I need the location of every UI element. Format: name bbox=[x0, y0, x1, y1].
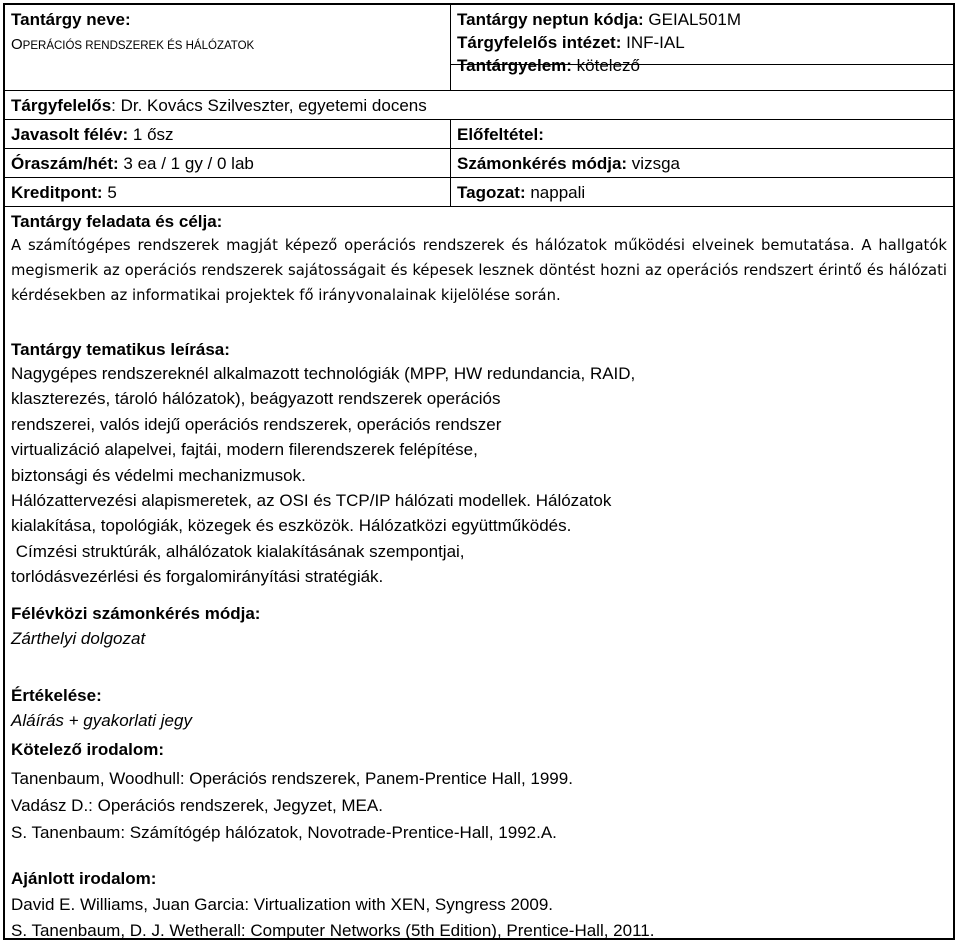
required-literature-item: Vadász D.: Operációs rendszerek, Jegyzet, MEA. bbox=[11, 796, 383, 815]
semester-label: Javasolt félév: bbox=[11, 125, 129, 144]
credit-label: Kreditpont: bbox=[11, 183, 103, 202]
aim-label: Tantárgy feladata és célja: bbox=[11, 212, 223, 231]
required-literature-item: Tanenbaum, Woodhull: Operációs rendszerek, Panem-Prentice Hall, 1999. bbox=[11, 769, 573, 788]
hours-cell bbox=[5, 149, 450, 177]
course-datasheet bbox=[3, 3, 955, 940]
element-value: kötelező bbox=[571, 56, 640, 75]
topic-line: rendszerei, valós idejű operációs rendszerek, operációs rendszer bbox=[11, 414, 502, 434]
topic-line: torlódásvezérlési és forgalomirányítási stratégiák. bbox=[11, 567, 384, 587]
course-name-value: OPERÁCIÓS RENDSZEREK ÉS HÁLÓZATOK bbox=[11, 36, 255, 53]
midterm-label: Félévközi számonkérés módja: bbox=[11, 604, 261, 623]
topic-line: Címzési struktúrák, alhálózatok kialakításának szempontjai, bbox=[11, 541, 465, 561]
evaluation-section bbox=[5, 683, 953, 733]
header-row-name bbox=[5, 5, 953, 90]
responsible-cell bbox=[5, 91, 953, 119]
topic-line: virtualizáció alapelvei, fajtái, modern filerendszerek felépítése, bbox=[11, 440, 478, 460]
required-literature-label: Kötelező irodalom: bbox=[11, 740, 165, 759]
track-label: Tagozat: bbox=[457, 183, 526, 202]
prereq-label: Előfeltétel: bbox=[457, 125, 544, 144]
topics-section bbox=[5, 338, 953, 590]
semester-value: 1 ősz bbox=[128, 125, 174, 144]
topic-line: kialakítása, topológiák, közegek és eszközök. Hálózatközi együttműködés. bbox=[11, 516, 572, 536]
course-name-label: Tantárgy neve: bbox=[11, 10, 131, 29]
topics-label: Tantárgy tematikus leírása: bbox=[11, 340, 230, 359]
neptun-value: GEIAL501M bbox=[643, 10, 742, 29]
meta-divider bbox=[450, 64, 953, 65]
track-cell bbox=[450, 178, 953, 206]
topic-line: klaszterezés, tároló hálózatok), beágyazott rendszerek operációs bbox=[11, 389, 501, 409]
institute-label: Tárgyfelelős intézet: bbox=[457, 33, 622, 52]
recommended-literature-item: David E. Williams, Juan Garcia: Virtualization with XEN, Syngress 2009. bbox=[11, 895, 554, 914]
aim-text: A számítógépes rendszerek magját képező operációs rendszerek és hálózatok működési elveinek bemutatása. A hallgatók megismerik az operációs rendszerek sajátosságait és képesek lesznek döntést hozni az operációs rendszert érintő és hálózati kérdésekben az informatikai projektek fő irányvonalainak kijelölése során. bbox=[11, 237, 947, 304]
recommended-literature-label: Ajánlott irodalom: bbox=[11, 869, 157, 888]
institute-value: INF-IAL bbox=[621, 33, 685, 52]
topic-line: Hálózattervezési alapismeretek, az OSI és TCP/IP hálózati modellek. Hálózatok bbox=[11, 490, 612, 510]
header-row-responsible bbox=[5, 90, 953, 119]
topics-list bbox=[11, 361, 947, 590]
topic-line: Nagygépes rendszereknél alkalmazott technológiák (MPP, HW redundancia, RAID, bbox=[11, 364, 636, 383]
prereq-cell bbox=[450, 120, 953, 148]
responsible-value: : Dr. Kovács Szilveszter, egyetemi docens bbox=[111, 96, 427, 115]
element-label: Tantárgyelem: bbox=[457, 56, 572, 75]
course-body bbox=[5, 206, 953, 938]
track-value: nappali bbox=[525, 183, 586, 202]
semester-cell bbox=[5, 120, 450, 148]
course-name-cell bbox=[5, 5, 450, 90]
credit-value: 5 bbox=[102, 183, 117, 202]
header-row-semester bbox=[5, 119, 953, 148]
required-literature-section bbox=[5, 737, 953, 846]
neptun-label: Tantárgy neptun kódja: bbox=[457, 10, 644, 29]
required-literature-item: S. Tanenbaum: Számítógép hálózatok, Novotrade-Prentice-Hall, 1992.A. bbox=[11, 823, 557, 842]
topic-line: biztonsági és védelmi mechanizmusok. bbox=[11, 465, 306, 485]
midterm-section bbox=[5, 601, 953, 651]
evaluation-label: Értékelése: bbox=[11, 686, 102, 705]
recommended-literature-item: S. Tanenbaum, D. J. Wetherall: Computer Networks (5th Edition), Prentice-Hall, 2011. bbox=[11, 921, 655, 940]
aim-section bbox=[5, 210, 953, 308]
midterm-value: Zárthelyi dolgozat bbox=[11, 629, 146, 648]
header-row-credit bbox=[5, 177, 953, 206]
exam-cell bbox=[450, 149, 953, 177]
hours-value: 3 ea / 1 gy / 0 lab bbox=[118, 154, 254, 173]
exam-label: Számonkérés módja: bbox=[457, 154, 628, 173]
evaluation-value: Aláírás + gyakorlati jegy bbox=[11, 711, 192, 730]
course-meta-cell bbox=[450, 5, 953, 90]
exam-value: vizsga bbox=[627, 154, 680, 173]
header-row-hours bbox=[5, 148, 953, 177]
hours-label: Óraszám/hét: bbox=[11, 154, 119, 173]
recommended-literature-section bbox=[5, 865, 953, 944]
responsible-label: Tárgyfelelős bbox=[11, 96, 112, 115]
credit-cell bbox=[5, 178, 450, 206]
